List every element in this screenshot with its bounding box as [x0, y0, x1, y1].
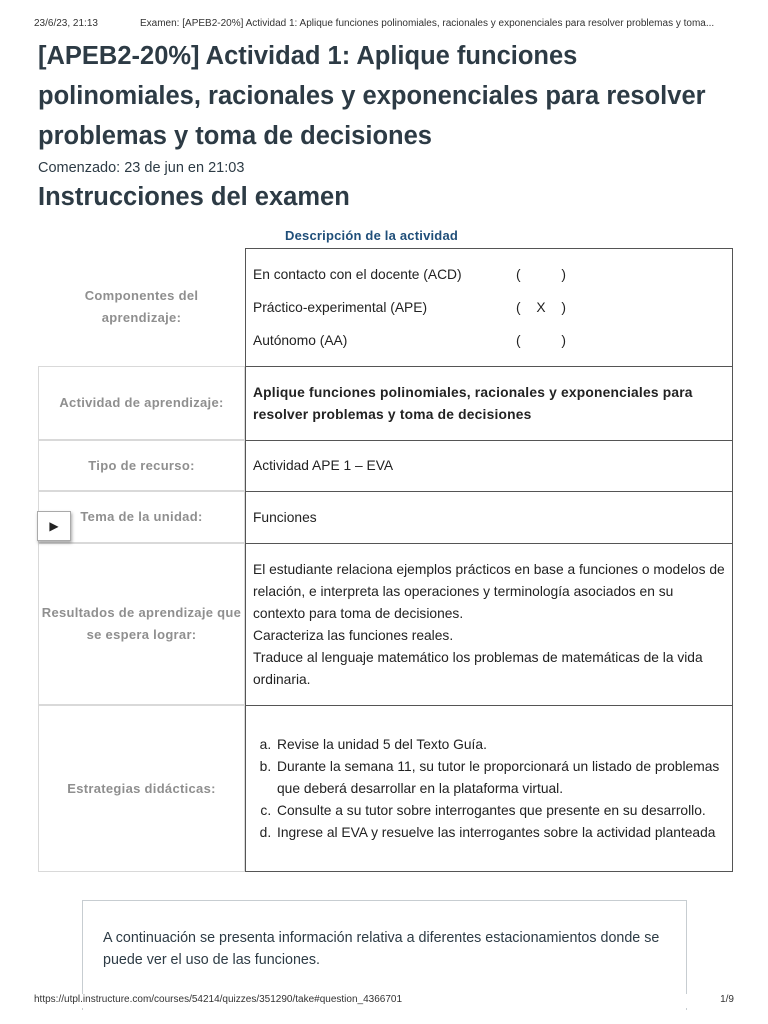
strategy-item: a. Revise la unidad 5 del Texto Guía. [275, 734, 725, 756]
paren-open: ( [516, 332, 521, 348]
print-url: https://utpl.instructure.com/courses/54214/quizzes/351290/take#question_4366701 [34, 994, 403, 1005]
component-row [253, 258, 725, 291]
strategies-label-text: Estrategias didácticas: [67, 780, 216, 796]
strategy-item: d. Ingrese al EVA y resuelve las interrogantes sobre la actividad planteada [275, 822, 725, 844]
activity-label [38, 366, 245, 440]
activity-value-text: Aplique funciones polinomiales, racionales y exponenciales para resolver problemas y toma de decisiones [253, 384, 693, 422]
print-document-title: Examen: [APEB2-20%] Actividad 1: Aplique funciones polinomiales, racionales y exponenciales para resolver problemas y toma... [140, 18, 715, 29]
paren-close: ) [561, 332, 566, 348]
activity-label-text: Actividad de aprendizaje: [59, 395, 224, 410]
strategy-item: b. Durante la semana 11, su tutor le proporcionará un listado de problemas que deberá desarrollar en la plataforma virtual. [275, 756, 725, 800]
resource-value-text: Actividad APE 1 – EVA [253, 458, 394, 473]
component-name: En contacto con el docente (ACD) [253, 266, 462, 282]
strategies-list [253, 734, 725, 844]
info-text: A continuación se presenta información relativa a diferentes estacionamientos donde se puede ver el uso de las funciones. [103, 930, 660, 968]
quiz-started-time: Comenzado: 23 de jun en 21:03 [38, 160, 245, 176]
paren-close: ) [561, 266, 566, 282]
check-mark: X [536, 299, 546, 315]
component-name: Autónomo (AA) [253, 332, 348, 348]
components-label-text: Componentes del aprendizaje: [84, 288, 199, 325]
resource-value [245, 440, 733, 491]
page-number: 1/9 [720, 994, 734, 1005]
activity-value [245, 366, 733, 440]
outcomes-value [245, 543, 733, 705]
outcome-line: El estudiante relaciona ejemplos prácticos en base a funciones o modelos de relación, e interpreta las operaciones y terminología asociados en su contexto para toma de decisiones. [253, 561, 725, 621]
strategies-value [245, 705, 733, 872]
outcome-line: Traduce al lenguaje matemático los problemas de matemáticas de la vida ordinaria. [253, 649, 703, 687]
component-name: Práctico-experimental (APE) [253, 299, 428, 315]
topic-value-text: Funciones [253, 509, 317, 525]
resource-label-text: Tipo de recurso: [88, 457, 195, 473]
component-mark [516, 264, 566, 286]
components-value [245, 248, 733, 366]
instructions-heading: Instrucciones del examen [38, 183, 350, 211]
strategy-item: c. Consulte a su tutor sobre interrogantes que presente en su desarrollo. [275, 800, 725, 822]
resource-label [38, 440, 245, 491]
play-icon: ▶ [49, 519, 59, 533]
print-footer [34, 994, 734, 1008]
print-datetime: 23/6/23, 21:13 [34, 18, 98, 29]
outcome-line: Caracteriza las funciones reales. [253, 627, 454, 643]
paren-close: ) [561, 299, 566, 315]
topic-value [245, 491, 733, 543]
components-label [38, 248, 245, 366]
paren-open: ( [516, 299, 521, 315]
strategies-label [38, 705, 245, 872]
table-heading: Descripción de la actividad [285, 228, 459, 243]
component-row [253, 324, 725, 357]
outcomes-label-text: Resultados de aprendizaje que se espera lograr: [41, 605, 242, 642]
paren-open: ( [516, 266, 521, 282]
component-mark [516, 330, 566, 352]
component-mark [516, 297, 566, 319]
play-button[interactable] [37, 511, 71, 541]
component-row [253, 291, 725, 324]
topic-label-text: Tema de la unidad: [80, 509, 203, 524]
quiz-title: [APEB2-20%] Actividad 1: Aplique funciones polinomiales, racionales y exponenciales para resolver problemas y toma de decisiones [38, 42, 706, 150]
outcomes-label [38, 543, 245, 705]
